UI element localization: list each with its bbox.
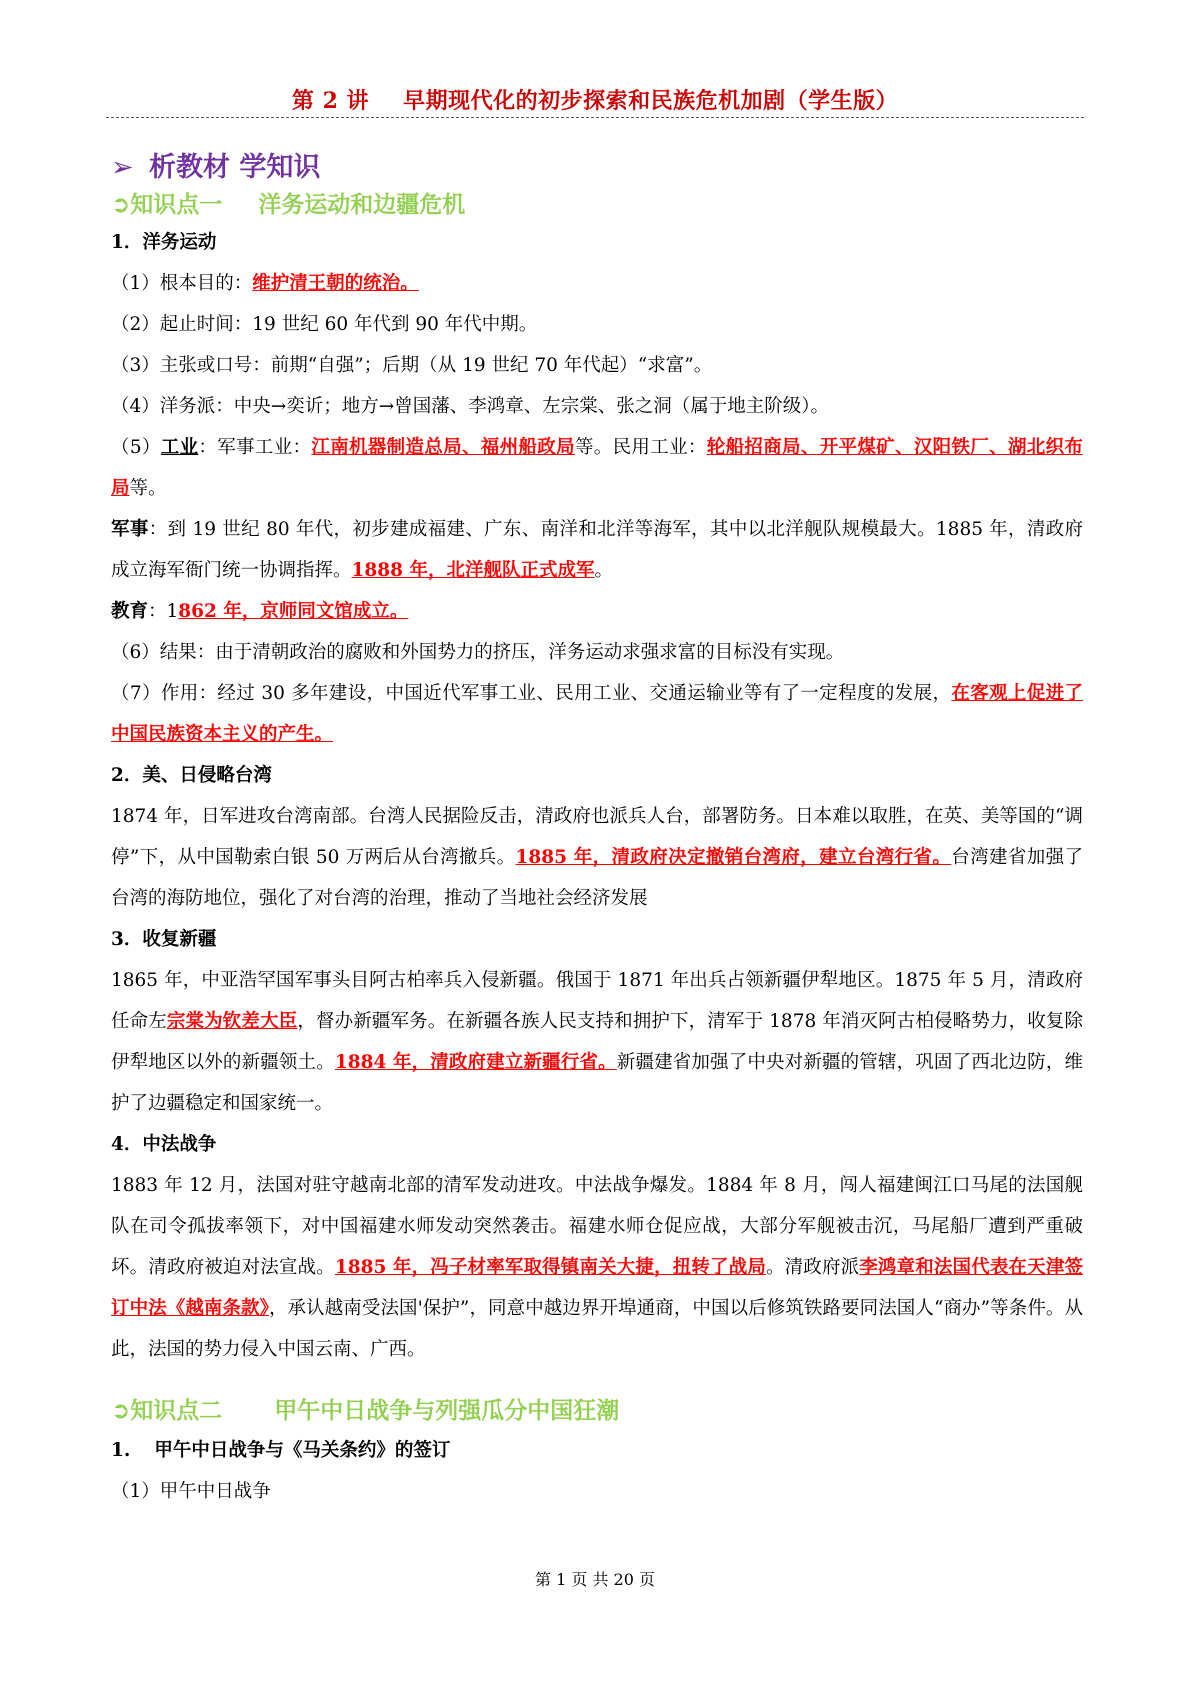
para-military: 军事：到 19 世纪 80 年代，初步建成福建、广东、南洋和北洋等海军，其中以北洋舰队规模最大。1885 年，清政府成立海军衙门统一协调指挥。1888 年，北洋舰队正式成军。: [111, 519, 1083, 581]
page-header: [106, 84, 1084, 115]
para-sino-japanese-war: （1）甲午中日战争: [111, 1481, 271, 1502]
lecture-number: 第 2 讲: [291, 88, 370, 114]
para-faction: （4）洋务派：中央→奕䜣；地方→曾国藩、李鸿章、左宗棠、张之洞（属于地主阶级）。: [111, 396, 830, 417]
heading-yangwu: 1．洋务运动: [111, 232, 217, 253]
para-result: （6）结果：由于清朝政治的腐败和外国势力的挤压，洋务运动求强求富的目标没有实现。: [111, 642, 845, 663]
para-taiwan: 1874 年，日军进攻台湾南部。台湾人民据险反击，清政府也派兵人台，部署防务。日本难以取胜，在英、美等国的“调停”下，从中国勒索白银 50 万两后从台湾撤兵。1885 年，清政府决定撤销台湾府，建立台湾行省。台湾建省加强了台湾的海防地位，强化了对台湾的治理，推动了当地社会经济发展: [111, 806, 1084, 909]
section-title: [111, 145, 320, 184]
kp2-label: ➲知识点二: [111, 1398, 223, 1424]
para-effect: （7）作用：经过 30 多年建设，中国近代军事工业、民用工业、交通运输业等有了一定程度的发展，在客观上促进了中国民族资本主义的产生。: [111, 683, 1083, 745]
header-divider: [106, 117, 1084, 118]
heading-taiwan: 2．美、日侵略台湾: [111, 765, 272, 786]
content-block-2: [111, 1430, 1083, 1512]
content-block-1: [111, 222, 1083, 1370]
kp1-title: 洋务运动和边疆危机: [258, 192, 466, 218]
heading-sino-japanese: 1. 甲午中日战争与《马关条约》的签订: [111, 1440, 451, 1461]
para-time: （2）起止时间：19 世纪 60 年代到 90 年代中期。: [111, 314, 538, 335]
knowledge-point-2: [111, 1392, 619, 1425]
kp2-title: 甲午中日战争与列强瓜分中国狂潮: [274, 1398, 620, 1424]
kp1-label: ➲知识点一: [111, 192, 223, 218]
heading-xinjiang: 3．收复新疆: [111, 929, 217, 950]
para-sino-french: 1883 年 12 月，法国对驻守越南北部的清军发动进攻。中法战争爆发。1884 年 8 月，闯人福建闽江口马尾的法国舰队在司令孤拔率领下，对中国福建水师发动突然袭击。福建水师仓促应战，大部分军舰被击沉，马尾船厂遭到严重破坏。清政府被迫对法宣战。1885 年，冯子材率军取得镇南关大捷，扭转了战局。清政府派李鸿章和法国代表在天津签订中法《越南条款》，承认越南受法国'保护”，同意中越边界开埠通商，中国以后修筑铁路要同法国人“商办”等条件。从此，法国的势力侵入中国云南、广西。: [111, 1175, 1083, 1360]
para-industry: （5）工业：军事工业：江南机器制造总局、福州船政局等。民用工业：轮船招商局、开平煤矿、汉阳铁厂、湖北织布局等。: [111, 437, 1083, 499]
section-title-text: 析教材 学知识: [149, 152, 321, 183]
page-footer: 第 1 页 共 20 页: [535, 1570, 655, 1589]
lecture-title: 早期现代化的初步探索和民族危机加剧（学生版）: [403, 88, 899, 114]
heading-sino-french: 4．中法战争: [111, 1134, 217, 1155]
para-slogan: （3）主张或口号：前期“自强”；后期（从 19 世纪 70 年代起）“求富”。: [111, 355, 713, 376]
para-education: 教育：1862 年，京师同文馆成立。: [111, 601, 409, 622]
arrow-icon: ➢: [111, 152, 134, 183]
para-xinjiang: 1865 年，中亚浩罕国军事头目阿古柏率兵入侵新疆。俄国于 1871 年出兵占领新疆伊犁地区。1875 年 5 月，清政府任命左宗棠为钦差大臣，督办新疆军务。在新疆各族人民支持和拥护下，清军于 1878 年消灭阿古柏侵略势力，收复除伊犁地区以外的新疆领土。1884 年，清政府建立新疆行省。新疆建省加强了中央对新疆的管辖，巩固了西北边防，维护了边疆稳定和国家统一。: [111, 970, 1083, 1114]
para-purpose: （1）根本目的：维护清王朝的统治。: [111, 273, 419, 294]
knowledge-point-1: [111, 186, 465, 219]
